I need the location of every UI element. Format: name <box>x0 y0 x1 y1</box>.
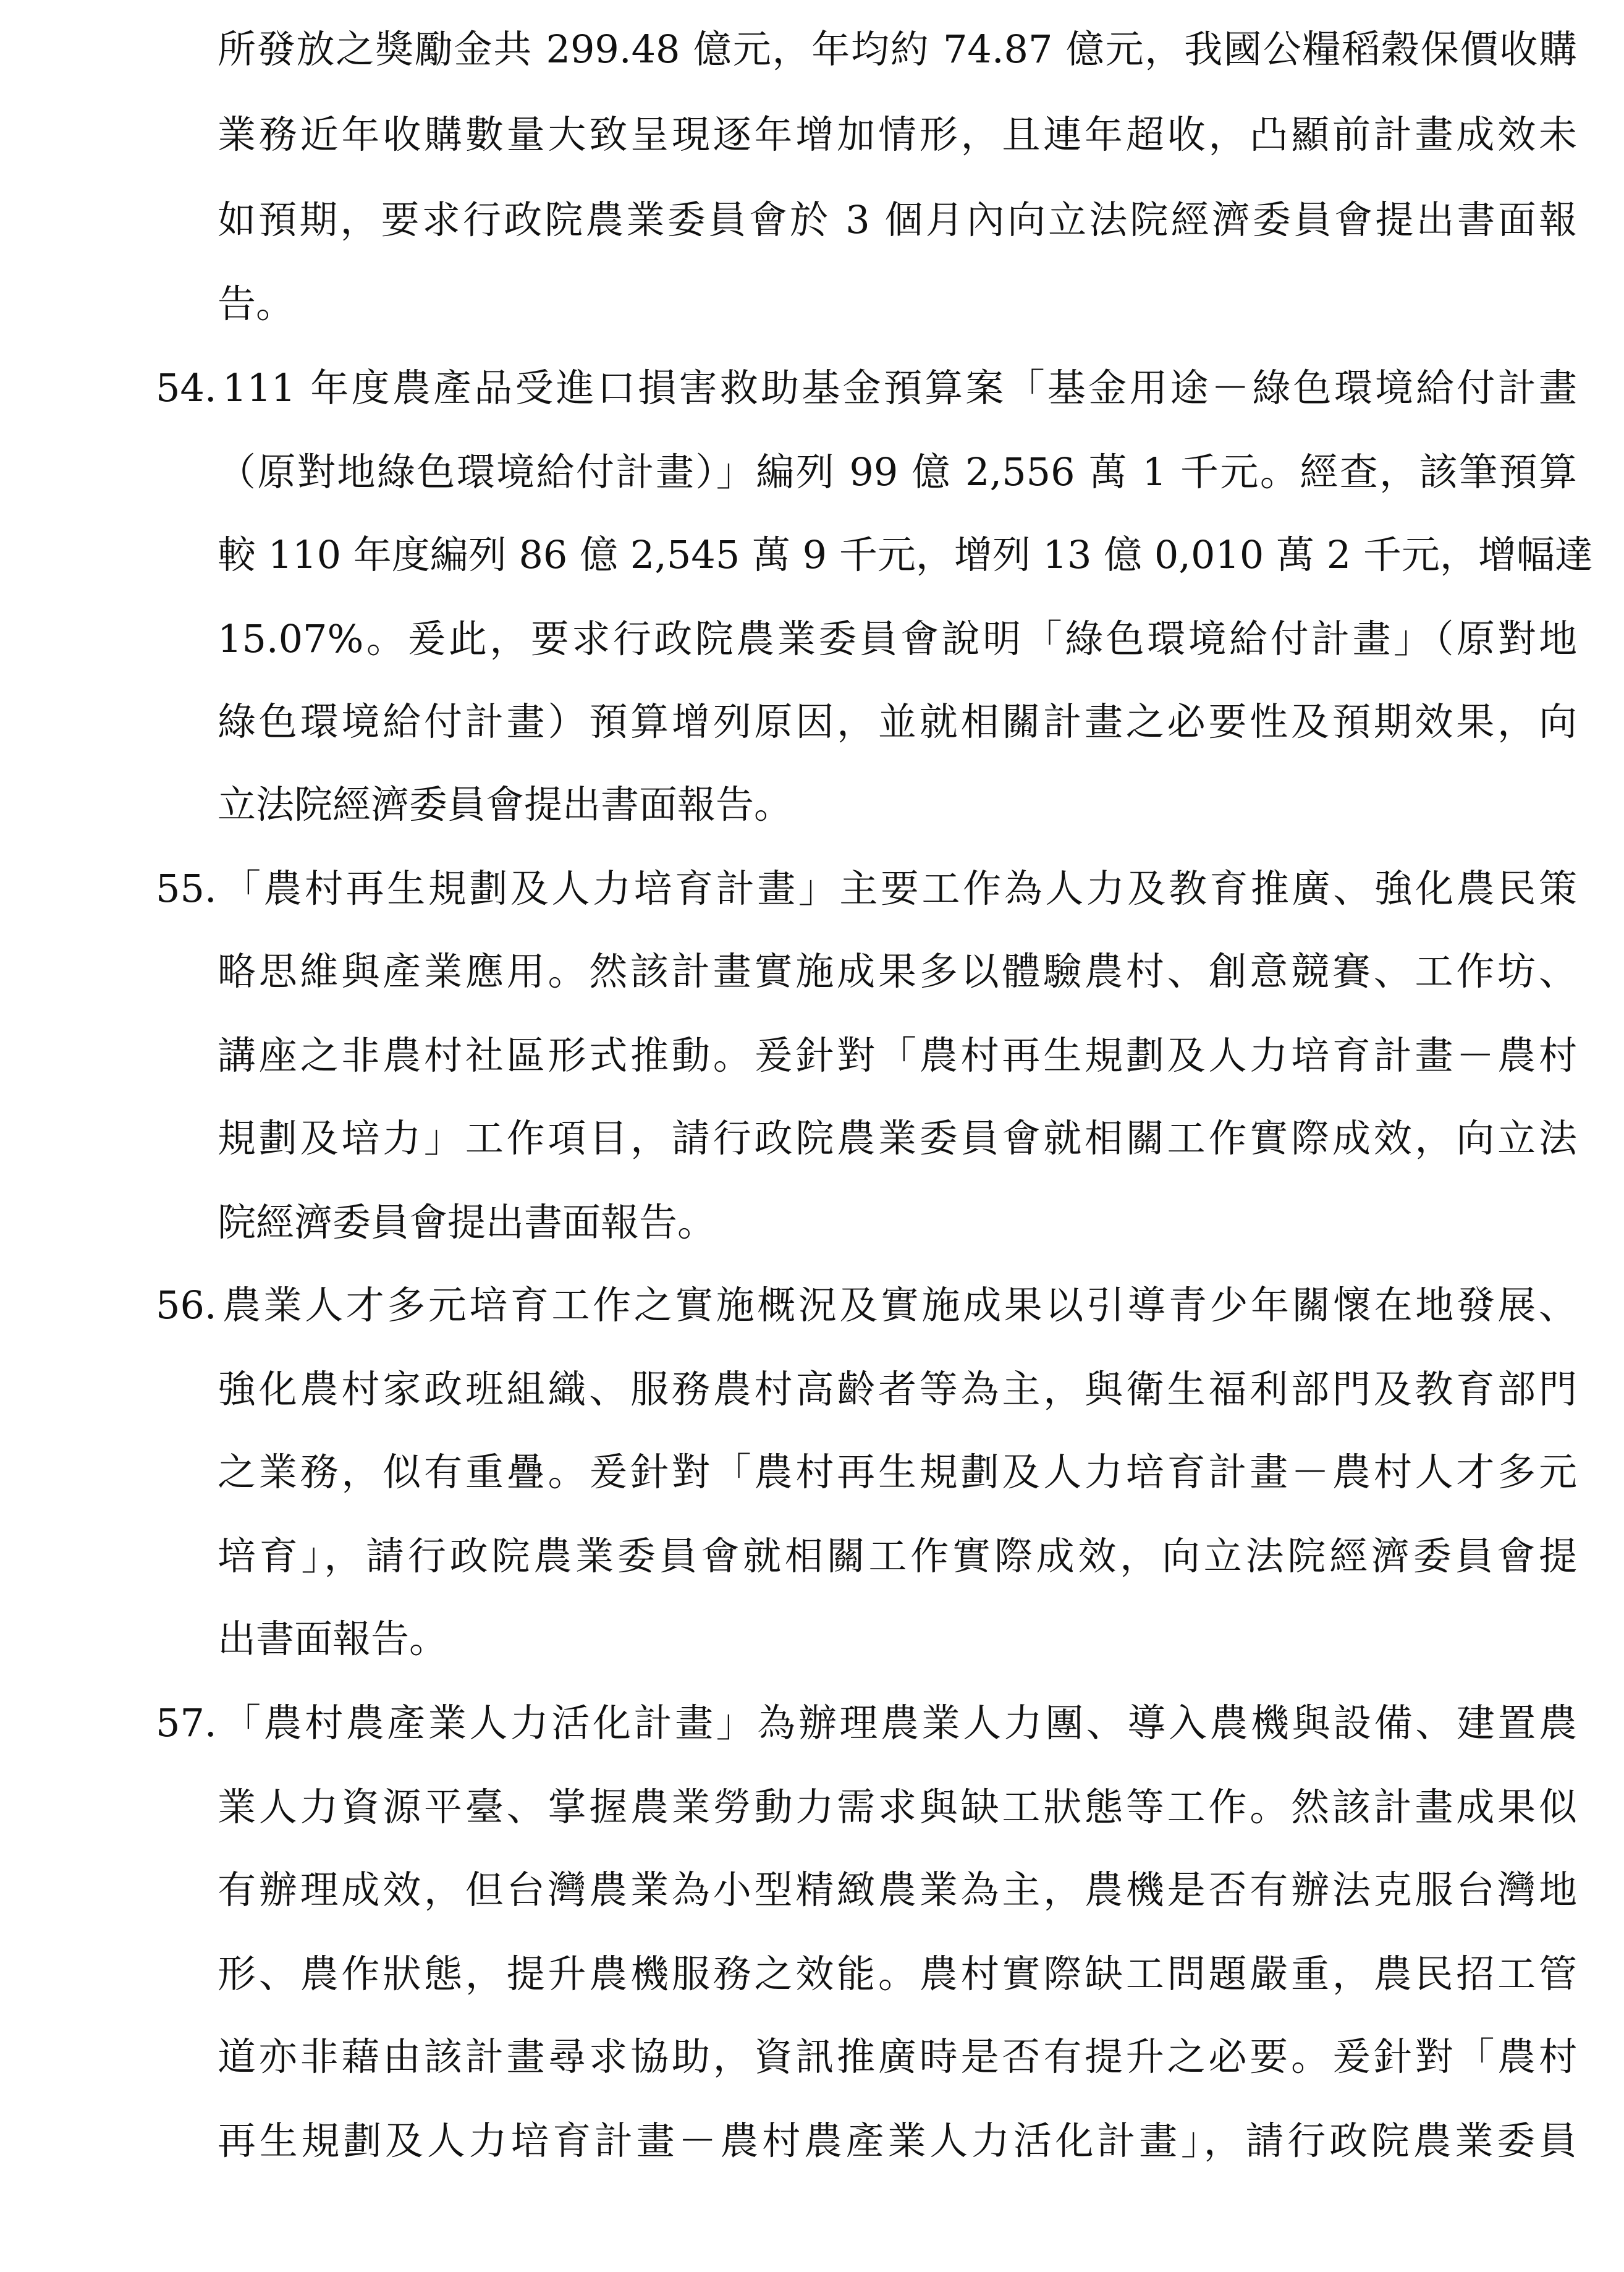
item-number: 56. <box>156 1282 217 1328</box>
item-number: 54. <box>156 365 217 410</box>
text-line: 形、農作狀態，提升農機服務之效能。農村實際缺工問題嚴重，農民招工管 <box>218 1951 1577 1996</box>
text-line: （原對地綠色環境給付計畫）」編列 99 億 2,556 萬 1 千元。經查，該筆預算 <box>218 449 1577 494</box>
text-line: 道亦非藉由該計畫尋求協助，資訊推廣時是否有提升之必要。爰針對「農村 <box>218 2034 1577 2079</box>
text-line: 告。 <box>218 281 295 326</box>
text-line: 111 年度農產品受進口損害救助基金預算案「基金用途－綠色環境給付計畫 <box>222 365 1577 410</box>
text-line: 業人力資源平臺、掌握農業勞動力需求與缺工狀態等工作。然該計畫成果似 <box>218 1784 1577 1829</box>
text-line: 較 110 年度編列 86 億 2,545 萬 9 千元，增列 13 億 0,010 萬 2 千元，增幅達 <box>218 532 1593 577</box>
text-line: 有辦理成效，但台灣農業為小型精緻農業為主，農機是否有辦法克服台灣地 <box>218 1867 1577 1912</box>
text-line: 業務近年收購數量大致呈現逐年增加情形，且連年超收，凸顯前計畫成效未 <box>218 112 1577 157</box>
item-number: 55. <box>156 866 217 911</box>
text-line: 院經濟委員會提出書面報告。 <box>218 1200 716 1245</box>
item-number: 57. <box>156 1700 217 1745</box>
text-line: 15.07%。爰此，要求行政院農業委員會說明「綠色環境給付計畫」（原對地 <box>218 616 1577 661</box>
text-line: 強化農村家政班組織、服務農村高齡者等為主，與衛生福利部門及教育部門 <box>218 1367 1577 1412</box>
text-line: 略思維與產業應用。然該計畫實施成果多以體驗農村、創意競賽、工作坊、 <box>218 949 1577 994</box>
text-line: 講座之非農村社區形式推動。爰針對「農村再生規劃及人力培育計畫－農村 <box>218 1033 1577 1078</box>
text-line: 立法院經濟委員會提出書面報告。 <box>218 782 793 827</box>
text-line: 所發放之獎勵金共 299.48 億元，年均約 74.87 億元，我國公糧稻穀保價收購 <box>218 27 1577 72</box>
text-line: 出書面報告。 <box>218 1616 448 1661</box>
text-line: 綠色環境給付計畫）預算增列原因，並就相關計畫之必要性及預期效果，向 <box>218 699 1577 744</box>
text-line: 規劃及培力」工作項目，請行政院農業委員會就相關工作實際成效，向立法 <box>218 1116 1577 1161</box>
text-line: 如預期，要求行政院農業委員會於 3 個月內向立法院經濟委員會提出書面報 <box>218 197 1577 242</box>
text-line: 農業人才多元培育工作之實施概況及實施成果以引導青少年關懷在地發展、 <box>222 1282 1577 1328</box>
text-line: 之業務，似有重疊。爰針對「農村再生規劃及人力培育計畫－農村人才多元 <box>218 1449 1577 1494</box>
text-line: 培育」，請行政院農業委員會就相關工作實際成效，向立法院經濟委員會提 <box>218 1533 1577 1579</box>
text-line: 「農村再生規劃及人力培育計畫」主要工作為人力及教育推廣、強化農民策 <box>222 866 1577 911</box>
text-line: 再生規劃及人力培育計畫－農村農產業人力活化計畫」，請行政院農業委員 <box>218 2118 1577 2163</box>
text-line: 「農村農產業人力活化計畫」為辦理農業人力團、導入農機與設備、建置農 <box>222 1700 1577 1745</box>
